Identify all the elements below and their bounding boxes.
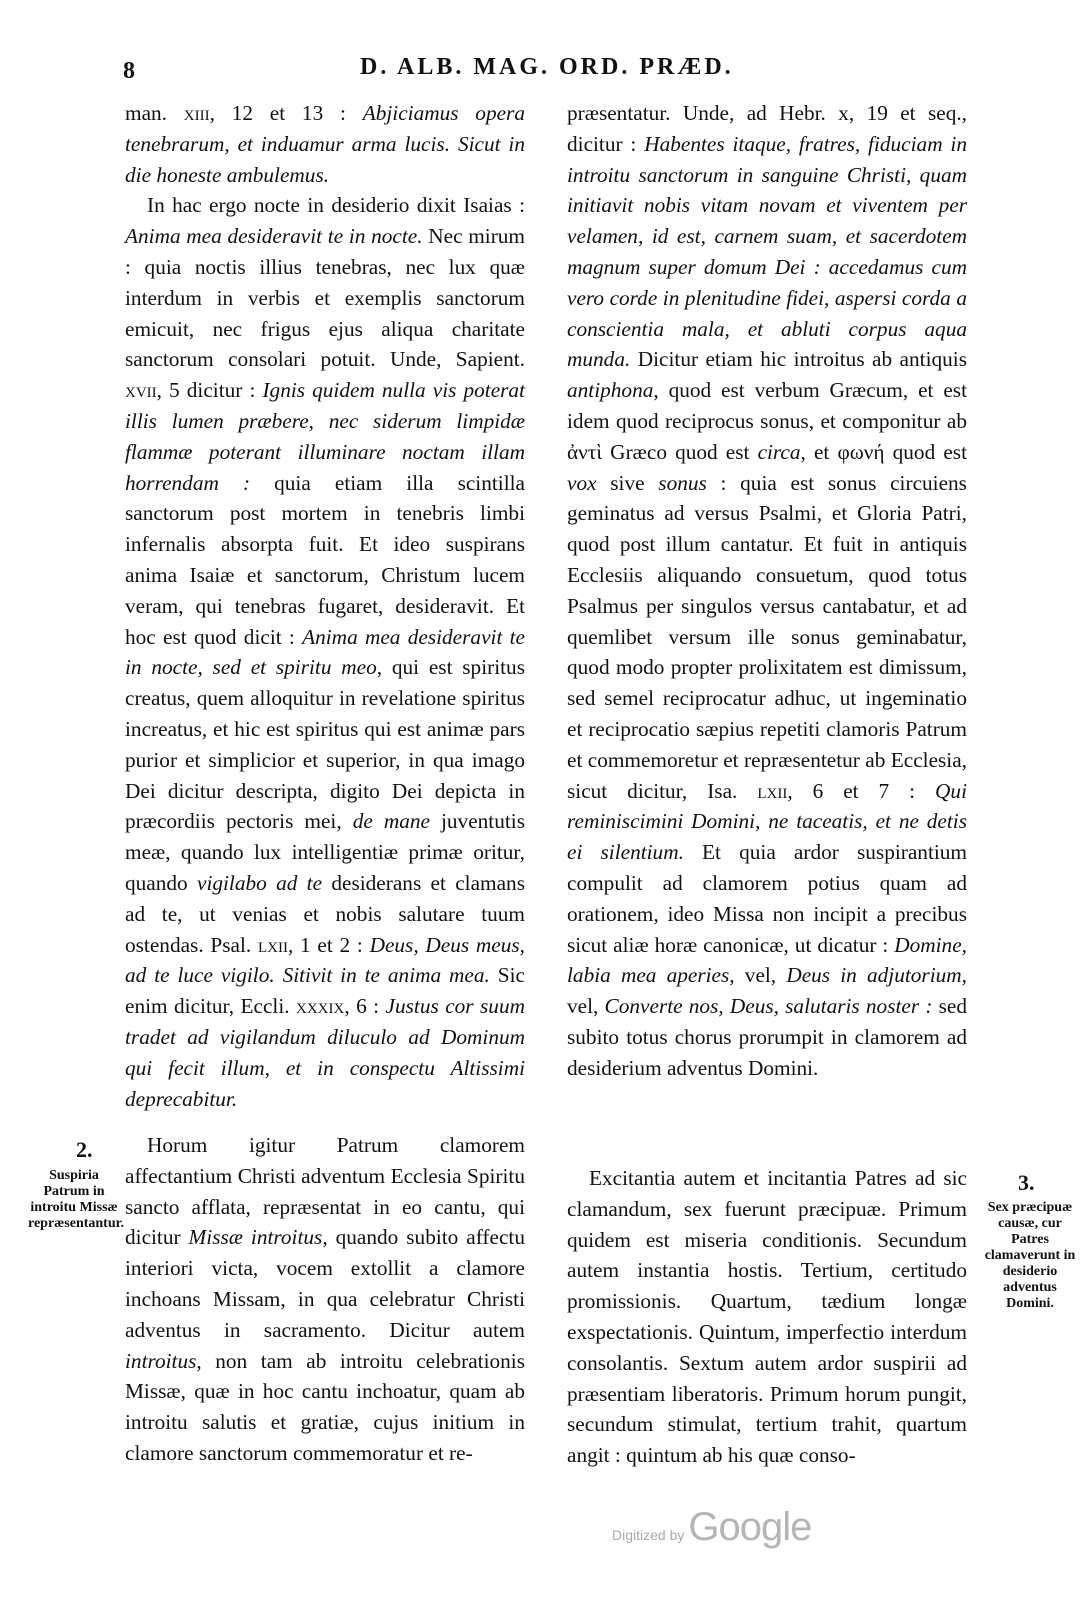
margin-note-number-left: 2. bbox=[76, 1137, 93, 1162]
page-number: 8 bbox=[123, 58, 135, 84]
digitized-label: Digitized by bbox=[612, 1527, 685, 1543]
paragraph: man. xiii, 12 et 13 : Abjiciamus opera tenebrarum, et induamur arma lucis. Sicut in die honeste ambulemus. bbox=[125, 101, 525, 187]
google-logo: Google bbox=[688, 1505, 812, 1549]
paragraph: præsentatur. Unde, ad Hebr. x, 19 et seq., dicitur : Habentes itaque, fratres, fiduciam in introitu sanctorum in sanguine Christi, quam initiavit nobis vitam novam et viventem per velamen, id est, carnem suam, et sacerdotem magnum super domum Dei : accedamus cum vero corde in plenitudine fidei, aspersi corda a conscientia mala, et abluti corpus aqua munda. Dicitur etiam hic introitus ab antiquis antiphona, quod est verbum Græcum, et est idem quod reciprocus sonus, et componitur ab ἀντὶ Græco quod est circa, et φωνή quod est vox sive sonus : quia est sonus circuiens geminatus ad versus Psalmi, et Gloria Patri, quod post illum cantatur. Et fuit in antiquis Ecclesiis aliquando consuetum, quod totus Psalmus per singulos versus cantabatur, et ad quemlibet versum ille sonus geminabatur, quod modo propter prolixitatem est dimissum, sed semel reciprocatur adhuc, ut ingeminatio et reciprocatio sæpius repetiti clamoris Patrum et commemoretur et repræsentetur ab Ecclesia, sicut dicitur, Isa. lxii, 6 et 7 : Qui reminiscimini Domini, ne taceatis, et ne detis ei silentium. Et quia ardor suspirantium compulit ad clamorem potius quam ad orationem, ideo Missa non incipit a precibus sicut aliæ horæ canonicæ, ut dicatur : Domine, labia mea aperies, vel, Deus in adjutorium, vel, Converte nos, Deus, salutaris noster : sed subito totus chorus prorumpit in clamorem ad desiderium adventus Domini. bbox=[567, 101, 968, 1080]
paragraph: In hac ergo nocte in desiderio dixit Isaias : Anima mea desideravit te in nocte. Nec mirum : quia noctis illius tenebras, nec lux quæ interdum in verbis et exemplis sanctorum emicuit, nec frigus ejus aliqua charitate sanctorum consolari potuit. Unde, Sapient. xvii, 5 dicitur : Ignis quidem nulla vis poterat illis lumen præbere, nec siderum limpidæ flammæ poterant illuminare noctam illam horrendam : quia etiam illa scintilla sanctorum post mortem in tenebris limbi infernalis absorpta fuit. Et ideo suspirans anima Isaiæ et sanctorum, Christum lucem veram, qui tenebras fugaret, desideravit. Et hoc est quod dicit : Anima mea desideravit te in nocte, sed et spiritu meo, qui est spiritus creatus, quem alloquitur in revelatione spiritus increatus, et hic est spiritus qui est animæ pars purior et simplicior et superior, in qua imago Dei dicitur descripta, digito Dei depicta in præcordiis pectoris mei, de mane juventutis meæ, quando lux intelligentiæ primæ oritur, quando vigilabo ad te desiderans et clamans ad te, ut venias et nobis salutare tuum ostendas. Psal. lxii, 1 et 2 : Deus, Deus meus, ad te luce vigilo. Sitivit in te anima mea. Sic enim dicitur, Eccli. xxxix, 6 : Justus cor suum tradet ad vigilandum diluculo ad Dominum qui fecit illum, et in conspectu Altissimi deprecabitur. bbox=[125, 193, 526, 1111]
margin-note-right: Sex præcipuæ causæ, cur Patres clamaverunt in desiderio adventus Domini. bbox=[984, 1200, 1076, 1311]
right-column-block-1 bbox=[567, 98, 967, 1084]
paragraph: Horum igitur Patrum clamorem affectantium Christi adventum Ecclesia Spiritu sancto afflata, repræsentat in eo cantu, qui dicitur Missæ introitus, quando subito affectu interiori victa, vocem extollit a clamore inchoans Missam, in qua celebratur Christi adventus in sacramento. Dicitur autem introitus, non tam ab introitu celebrationis Missæ, quæ in hoc cantu inchoatur, quam ab introitu salutis et gratiæ, cujus initium in clamore sanctorum commemoratur et re- bbox=[125, 1133, 525, 1465]
left-column-block-2 bbox=[125, 1130, 525, 1469]
margin-note-left: Suspiria Patrum in introitu Missæ repræsentantur. bbox=[28, 1168, 125, 1231]
digitized-watermark bbox=[612, 1505, 811, 1550]
running-head: D. ALB. MAG. ORD. PRÆD. bbox=[360, 54, 734, 80]
right-column-block-2 bbox=[567, 1163, 967, 1471]
margin-note-number-right: 3. bbox=[1018, 1170, 1035, 1195]
paragraph: Excitantia autem et incitantia Patres ad sic clamandum, sex fuerunt præcipuæ. Primum quidem est miseria conditionis. Secundum autem instantia hostis. Tertium, certitudo promissionis. Quartum, tædium longæ exspectationis. Quintum, imperfectio interdum consolantis. Sextum autem ardor suspirii ad præsentiam liberatoris. Primum horum pungit, secundum stimulat, tertium trahit, quartum angit : quintum ab his quæ conso- bbox=[567, 1166, 967, 1468]
left-column-block-1 bbox=[125, 98, 525, 1114]
